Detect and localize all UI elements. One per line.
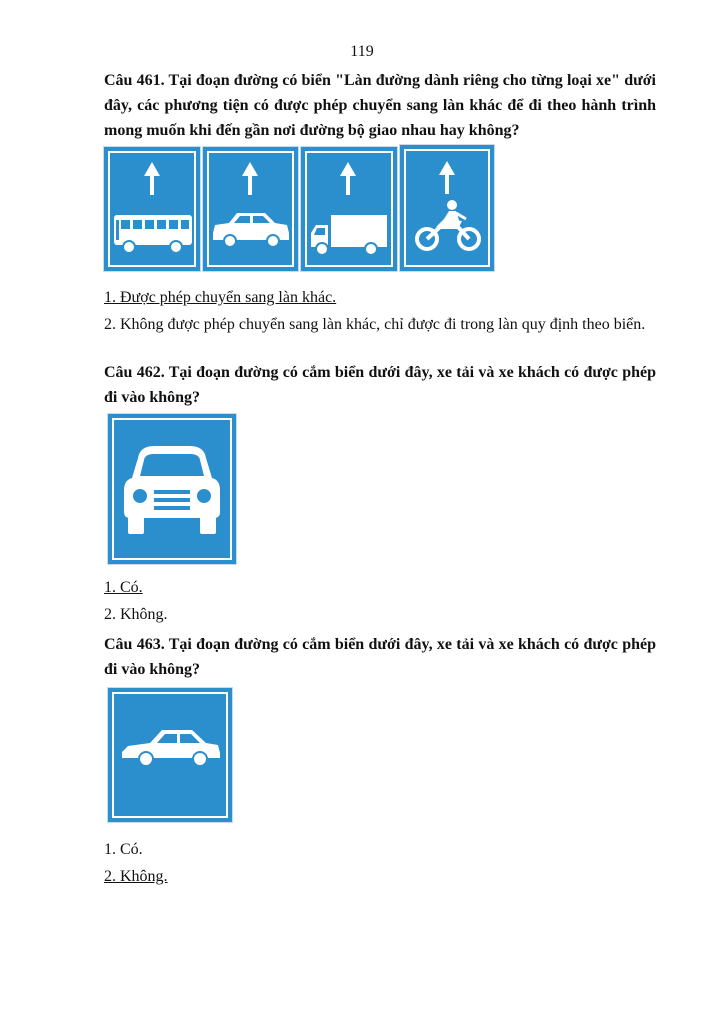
bus-lane-icon — [104, 147, 200, 271]
answer-462-2: 2. Không. — [104, 606, 168, 623]
question-463-title: Câu 463. Tại đoạn đường có cắm biển dưới đây, xe tải và xe khách có được phép đi vào không? — [104, 636, 656, 678]
motorway-car-front-sign — [108, 414, 236, 564]
answer-462-1: 1. Có. — [104, 579, 143, 596]
answer-461-2: 2. Không được phép chuyển sang làn khác, chỉ được đi trong làn quy định theo biển. — [104, 316, 646, 333]
truck-lane-icon — [301, 147, 397, 271]
truck-lane-sign — [301, 147, 397, 271]
motorcycle-lane-sign — [400, 145, 494, 271]
page-number: 119 — [350, 43, 374, 60]
answer-463-2: 2. Không. — [104, 868, 168, 885]
car-lane-icon — [203, 147, 298, 271]
question-461-title: Câu 461. Tại đoạn đường có biển "Làn đường dành riêng cho từng loại xe" dưới đây, các phương tiện có được phép chuyển sang làn khác để đi theo hành trình mong muốn khi đến gần nơi đường bộ giao nhau hay không? — [104, 72, 656, 139]
answer-463-1: 1. Có. — [104, 841, 143, 858]
question-462-title: Câu 462. Tại đoạn đường có cắm biển dưới đây, xe tải và xe khách có được phép đi vào không? — [104, 364, 656, 406]
answer-461-1: 1. Được phép chuyển sang làn khác. — [104, 289, 337, 306]
car-front-icon — [108, 414, 236, 564]
side-car-icon — [108, 688, 232, 822]
car-lane-sign — [203, 147, 298, 271]
bus-lane-sign — [104, 147, 200, 271]
car-only-road-sign — [108, 688, 232, 822]
motorcycle-lane-icon — [400, 145, 494, 271]
